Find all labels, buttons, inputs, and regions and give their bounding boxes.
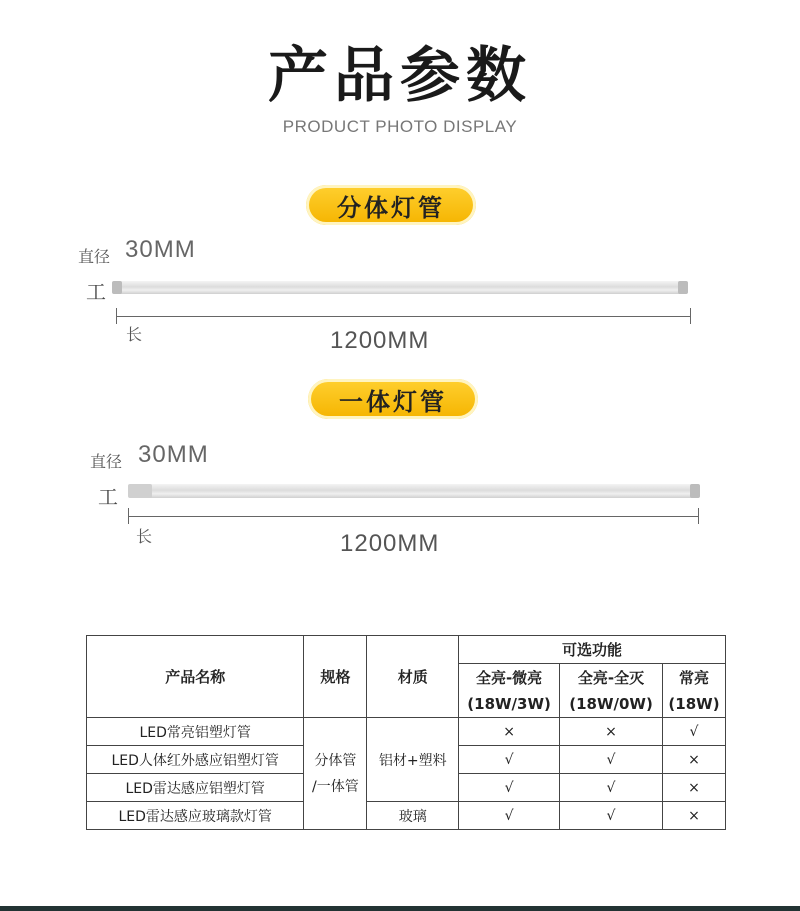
length-value: 1200MM — [330, 327, 430, 354]
header-func-full-off: 全亮-全灭 — [560, 664, 663, 691]
spec-value: /一体管 — [312, 778, 359, 795]
function-cell: √ — [459, 774, 560, 802]
height-marker: 工 — [86, 280, 106, 304]
tube-end-cap — [128, 484, 152, 498]
tube-image-integrated — [128, 484, 700, 498]
header-func-full-dim: 全亮-微亮 — [459, 664, 560, 691]
function-cell: √ — [459, 802, 560, 830]
function-cell: √ — [560, 746, 663, 774]
tube-end-cap — [112, 281, 122, 294]
product-name-cell: LED雷达感应玻璃款灯管 — [87, 802, 304, 830]
tube-end-cap — [690, 484, 700, 498]
header-optional-functions: 可选功能 — [459, 636, 726, 664]
header-func-full-dim-watt: (18W/3W) — [459, 691, 560, 718]
tube-image-split — [112, 281, 688, 294]
diameter-value: 30MM — [138, 441, 209, 468]
tube-end-cap — [678, 281, 688, 294]
function-cell: × — [662, 774, 725, 802]
function-cell: √ — [560, 802, 663, 830]
header-material: 材质 — [367, 636, 459, 718]
length-value: 1200MM — [340, 530, 440, 557]
length-label: 长 — [126, 325, 143, 344]
product-name-cell: LED雷达感应铝塑灯管 — [87, 774, 304, 802]
header-func-always-on: 常亮 — [662, 664, 725, 691]
section-badge-integrated-tube: 一体灯管 — [308, 379, 478, 419]
length-dimension-line — [128, 516, 698, 517]
product-name-cell: LED人体红外感应铝塑灯管 — [87, 746, 304, 774]
header-func-full-off-watt: (18W/0W) — [560, 691, 663, 718]
diameter-label: 直径 — [78, 247, 111, 266]
table-row — [87, 718, 726, 746]
length-dimension-line — [116, 316, 690, 317]
spec-cell — [304, 718, 367, 830]
table-row — [87, 802, 726, 830]
dimension-tick — [698, 508, 699, 524]
spec-value: 分体管 — [314, 752, 357, 769]
page-subtitle: PRODUCT PHOTO DISPLAY — [282, 117, 518, 136]
spec-table — [86, 635, 726, 830]
material-cell: 铝材+塑料 — [367, 718, 459, 802]
footer-divider — [0, 906, 800, 911]
function-cell: √ — [459, 746, 560, 774]
dimension-tick — [690, 308, 691, 324]
product-name-cell: LED常亮铝塑灯管 — [87, 718, 304, 746]
height-marker: 工 — [98, 485, 118, 509]
header-func-always-on-watt: (18W) — [662, 691, 725, 718]
function-cell: √ — [662, 718, 725, 746]
function-cell: × — [459, 718, 560, 746]
header-spec: 规格 — [304, 636, 367, 718]
page-title: 产品参数 — [268, 41, 532, 111]
function-cell: √ — [560, 774, 663, 802]
diameter-label: 直径 — [90, 452, 123, 471]
header-product-name: 产品名称 — [87, 636, 304, 718]
section-badge-split-tube: 分体灯管 — [306, 185, 476, 225]
function-cell: × — [662, 802, 725, 830]
length-label: 长 — [136, 527, 153, 546]
diameter-value: 30MM — [125, 236, 196, 263]
function-cell: × — [560, 718, 663, 746]
function-cell: × — [662, 746, 725, 774]
material-cell: 玻璃 — [367, 802, 459, 830]
